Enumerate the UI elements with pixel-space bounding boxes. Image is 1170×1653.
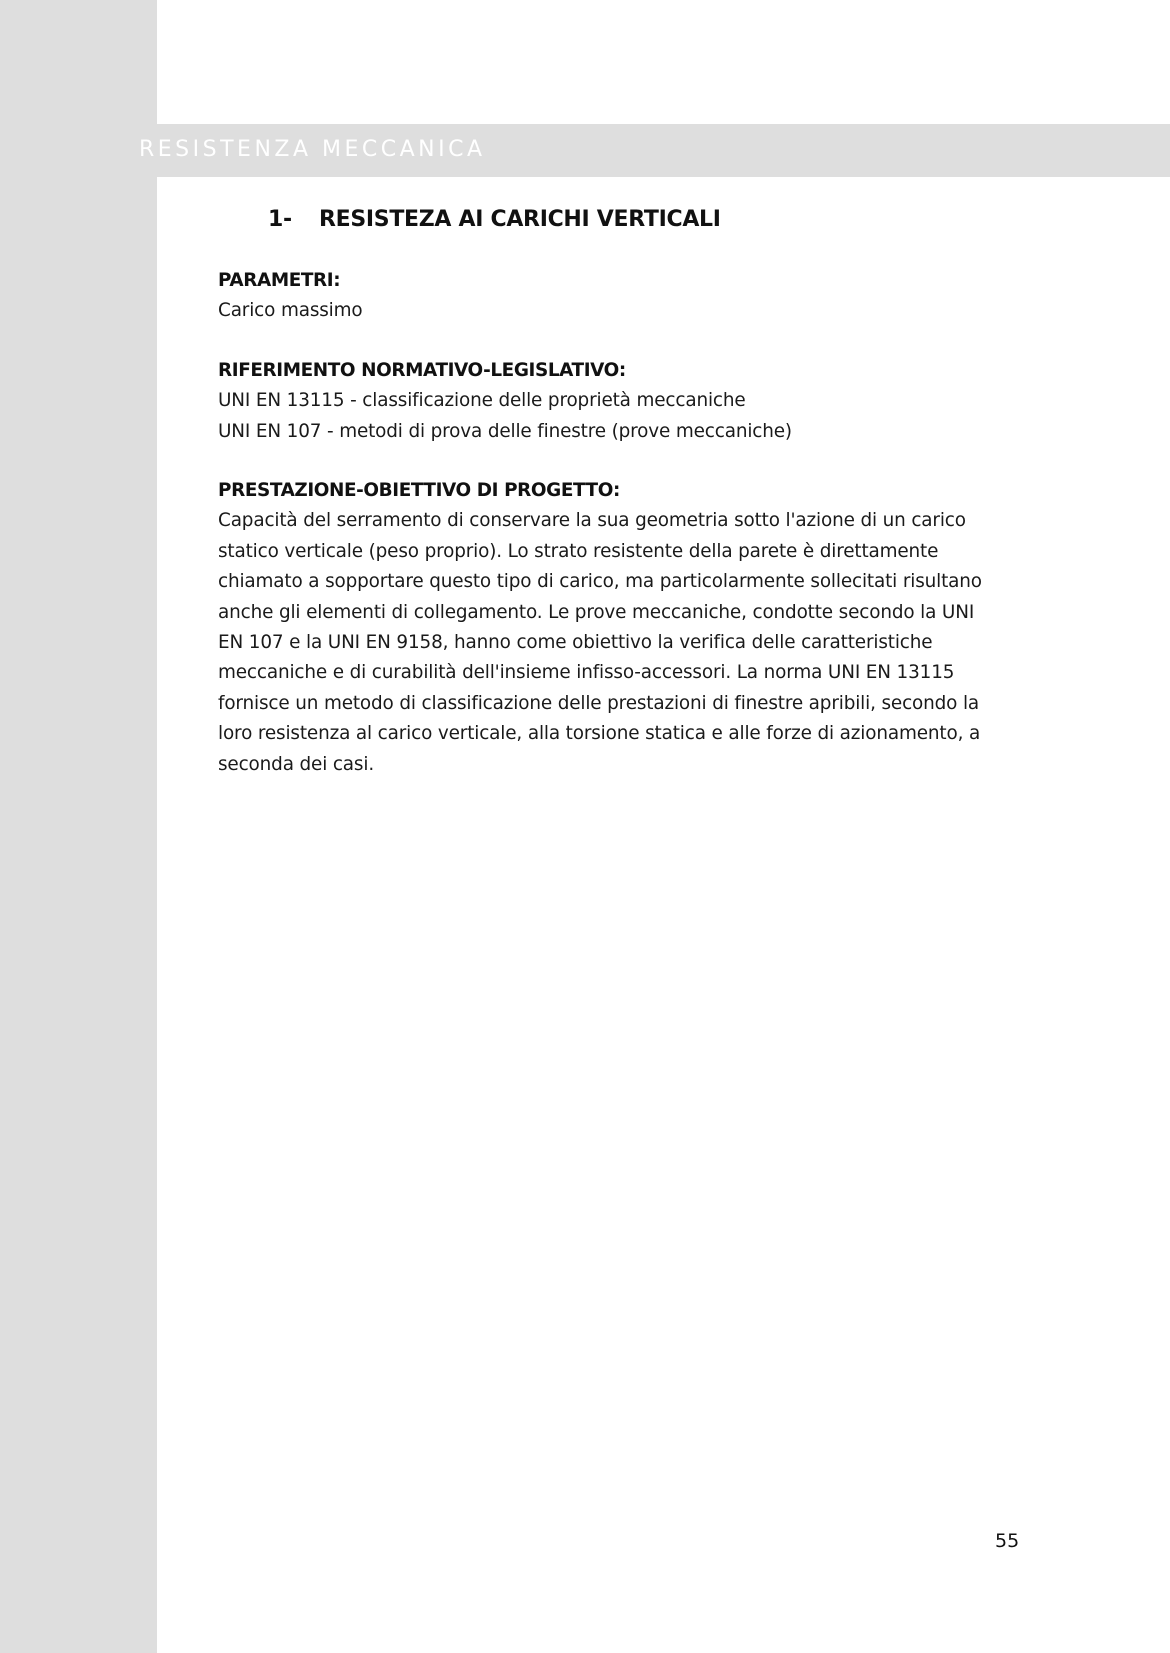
prestazione-line: meccaniche e di curabilità dell'insieme infisso-accessori. La norma UNI EN 13115 [218,662,955,684]
prestazione-line: seconda dei casi. [218,753,375,775]
riferimento-line: UNI EN 107 - metodi di prova delle finestre (prove meccaniche) [218,420,792,442]
parametri-value: Carico massimo [218,300,363,322]
prestazione-line: anche gli elementi di collegamento. Le prove meccaniche, condotte secondo la UNI [218,601,975,623]
riferimento-block [218,356,1078,447]
page-number: 55 [995,1530,1020,1552]
prestazione-line: chiamato a sopportare questo tipo di carico, ma particolarmente sollecitati risultano [218,571,982,593]
heading-number: 1- [268,207,292,232]
riferimento-label: RIFERIMENTO NORMATIVO-LEGISLATIVO: [218,360,626,381]
prestazione-line: fornisce un metodo di classificazione delle prestazioni di finestre apribili, secondo la [218,692,980,714]
heading-title: RESISTEZA AI CARICHI VERTICALI [319,207,721,232]
section-label: RESISTENZA MECCANICA [139,137,486,162]
parametri-block [218,266,1078,327]
prestazione-line: Capacità del serramento di conservare la sua geometria sotto l'azione di un carico [218,510,966,532]
side-band [0,0,157,1653]
section-heading [268,206,721,234]
prestazione-line: loro resistenza al carico verticale, alla torsione statica e alle forze di azionamento, a [218,723,981,745]
prestazione-label: PRESTAZIONE-OBIETTIVO DI PROGETTO: [218,480,620,501]
prestazione-line: statico verticale (peso proprio). Lo strato resistente della parete è direttamente [218,540,939,562]
prestazione-line: EN 107 e la UNI EN 9158, hanno come obiettivo la verifica delle caratteristiche [218,632,933,654]
prestazione-block [218,476,1078,780]
parametri-label: PARAMETRI: [218,270,341,291]
riferimento-line: UNI EN 13115 - classificazione delle proprietà meccaniche [218,390,746,412]
